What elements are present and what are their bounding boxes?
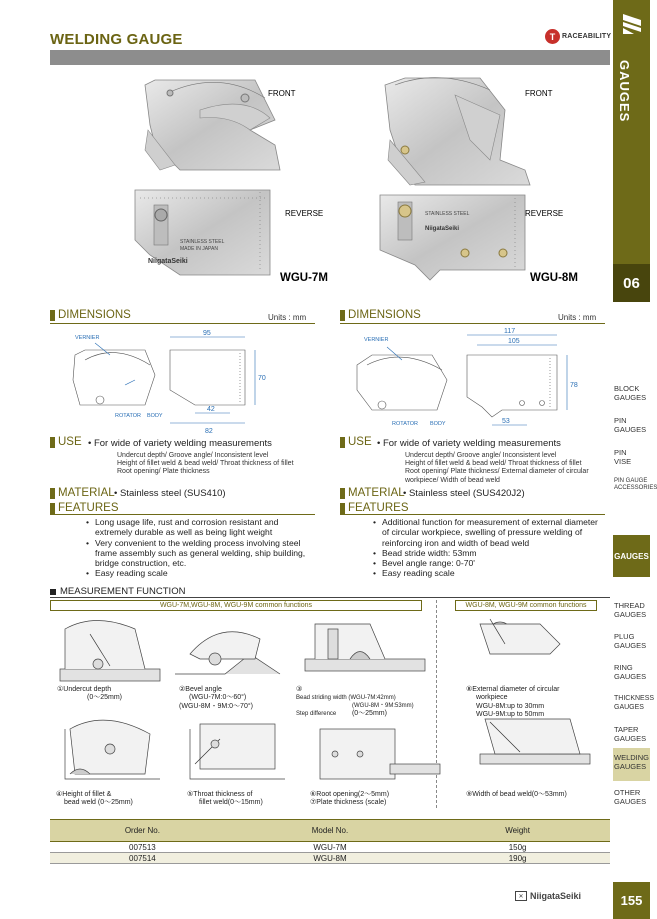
dimensions-heading-left: [50, 309, 131, 321]
table-row: [50, 842, 610, 853]
section-marker: [50, 503, 55, 514]
dim-vernier-right: VERNIER: [364, 337, 389, 343]
illustration-bead-width: [480, 719, 590, 764]
caption-line: bead weld (0～25mm): [64, 799, 133, 807]
section-marker: [340, 437, 345, 448]
caption-line: Step difference: [296, 711, 337, 717]
common-functions-label-2: WGU-8M, WGU-9M common functions: [455, 600, 597, 611]
caption-bead-striding: [296, 686, 414, 718]
divider: [50, 323, 315, 324]
caption-line: WGU-9M:up to 50mm: [476, 710, 545, 718]
sidebar-item-plug-gauges[interactable]: PLUG GAUGES: [614, 632, 647, 650]
caption-line: ④Height of fillet &: [56, 791, 112, 798]
dimensions-title-left: DIMENSIONS: [58, 309, 131, 321]
table-row: [50, 853, 610, 864]
measurement-heading: [50, 586, 185, 597]
divider: [340, 323, 605, 324]
dim-rotator-right: ROTATOR: [392, 421, 418, 427]
model-label-left: WGU-7M: [280, 272, 328, 284]
material-text-right: • Stainless steel (SUS420J2): [403, 488, 525, 499]
caption-line: ②Bevel angle: [179, 686, 222, 693]
engraving-steel-left: STAINLESS STEEL: [180, 239, 225, 245]
features-title-right: FEATURES: [348, 502, 409, 514]
features-title-left: FEATURES: [58, 502, 119, 514]
dim-w3-right: 53: [502, 418, 510, 425]
divider: [50, 597, 610, 598]
section-marker: [50, 310, 55, 321]
dim-w1-left: 95: [203, 330, 211, 337]
model-label-right: WGU-8M: [530, 272, 578, 284]
engraving-brand-right: NiigataSeiki: [425, 226, 460, 232]
features-list-left: [86, 517, 314, 579]
caption-line: WGU-8M:up to 30mm: [476, 702, 545, 710]
use-heading-right: [340, 436, 372, 448]
caption-line: fillet weld(0～15mm): [199, 799, 263, 807]
wgu8m-reverse: [380, 195, 525, 280]
feature-item: • Long usage life, rust and corrosion resistant and extremely durable as well as being light weight: [86, 517, 314, 538]
illustration-throat: [190, 724, 285, 779]
caption-line: (WGU-7M:0～60°): [189, 694, 247, 702]
section-marker: [340, 488, 345, 499]
sidebar-item-pin-vise[interactable]: PIN VISE: [614, 448, 632, 466]
material-heading-right: [340, 487, 405, 499]
use-heading-left: [50, 436, 82, 448]
dim-w1-right: 117: [504, 328, 516, 335]
cell-weight: 190g: [425, 853, 610, 864]
sidebar-item-thickness-gauges[interactable]: THICKNESS GAUGES: [614, 695, 655, 711]
dimensions-drawing-left: [55, 325, 320, 445]
caption-bead-width: [466, 791, 567, 799]
traceability-icon: T: [545, 29, 560, 44]
caption-root-opening: [310, 791, 389, 808]
illustration-bevel: [175, 632, 280, 674]
caption-line: ⑧External diameter of circular: [466, 686, 560, 693]
stripes-icon: [620, 12, 644, 36]
use-main-right: • For wide of variety welding measurements: [377, 438, 561, 449]
sidebar-item-block-gauges[interactable]: BLOCK GAUGES: [614, 384, 647, 402]
engraving-brand-left: NiigataSeiki: [148, 258, 188, 265]
material-title-right: MATERIAL: [348, 487, 405, 499]
sidebar-item-welding-gauges[interactable]: WELDING GAUGES: [613, 748, 650, 781]
front-label-left: FRONT: [268, 89, 296, 98]
illustration-external-diameter: [480, 619, 560, 654]
features-heading-right: [340, 502, 409, 514]
dim-body-right: BODY: [430, 421, 446, 427]
reverse-label-right: REVERSE: [525, 209, 564, 218]
dimensions-heading-right: [340, 309, 421, 321]
footer-brand: [515, 891, 581, 901]
dimensions-title-right: DIMENSIONS: [348, 309, 421, 321]
use-item: Root opening/ Plate thickness: [117, 468, 210, 476]
engraving-made-left: MADE IN JAPAN: [180, 246, 218, 252]
caption-line: (WGU-8M・9M:53mm): [352, 703, 414, 709]
caption-line: workpiece: [476, 694, 508, 702]
dim-vernier-left: VERNIER: [75, 335, 100, 341]
dim-body-left: BODY: [147, 413, 163, 419]
illustration-root-opening: [320, 729, 440, 779]
section-marker: [340, 503, 345, 514]
caption-line: (0～25mm): [351, 710, 387, 717]
cell-order: 007513: [50, 842, 235, 853]
features-list-right: [373, 517, 605, 579]
sidebar-item-thread-gauges[interactable]: THREAD GAUGES: [614, 601, 647, 619]
table-header-row: [50, 820, 610, 842]
illustration-fillet: [65, 720, 160, 779]
square-bullet-icon: [50, 589, 56, 595]
divider: [340, 514, 605, 515]
caption-line: ①Undercut depth: [57, 686, 112, 693]
caption-line: ⑦Plate thickness (scale): [310, 799, 387, 807]
caption-line: ⑨Width of bead weld(0～53mm): [466, 791, 567, 798]
sidebar-item-other-gauges[interactable]: OTHER GAUGES: [614, 788, 647, 806]
use-item: Undercut depth/ Groove angle/ Inconsistent level: [117, 452, 269, 459]
section-marker: [50, 437, 55, 448]
dim-w2-right: 105: [508, 338, 520, 345]
dim-h1-left: 70: [258, 375, 266, 382]
use-item: Undercut depth/ Groove angle/ Inconsistent level: [405, 452, 557, 459]
caption-undercut: [57, 686, 122, 703]
measurement-title: MEASUREMENT FUNCTION: [60, 586, 186, 597]
feature-item: • Bevel angle range: 0-70': [373, 558, 605, 568]
dim-h1-right: 78: [570, 382, 578, 389]
product-table: [50, 819, 610, 864]
sidebar-item-taper-gauges[interactable]: TAPER GAUGES: [614, 725, 647, 743]
page-title: WELDING GAUGE: [50, 31, 183, 48]
use-main-left: • For wide of variety welding measurements: [88, 438, 272, 449]
caption-line: ⑤Throat thickness of: [187, 791, 253, 798]
wgu8m-front: [385, 78, 530, 185]
caption-line: ③: [296, 686, 303, 693]
section-marker: [340, 310, 345, 321]
use-list-left: [117, 452, 294, 477]
dim-w2-left: 42: [207, 406, 215, 413]
feature-item: • Bead stride width: 53mm: [373, 548, 605, 558]
category-title: [613, 60, 650, 180]
use-list-right: [405, 452, 589, 485]
section-marker: [50, 488, 55, 499]
column-header-model: Model No.: [235, 820, 425, 842]
caption-fillet: [56, 791, 133, 808]
sidebar-item-ring-gauges[interactable]: RING GAUGES: [614, 663, 647, 681]
sidebar-item-pin-gauges[interactable]: PIN GAUGES: [614, 416, 647, 434]
sidebar-item-gauges[interactable]: GAUGES: [613, 535, 650, 577]
dim-rotator-left: ROTATOR: [115, 413, 141, 419]
traceability-text: RACEABILITY: [562, 33, 612, 40]
caption-line: (WGU-8M・9M:0～70°): [179, 702, 253, 710]
feature-item: • Very convenient to the welding process involving steel frame assembly such as general welding, ship building, bridge construction, etc.: [86, 538, 314, 569]
column-header-weight: Weight: [425, 820, 610, 842]
use-title-left: USE: [58, 436, 82, 448]
caption-line: ⑥Root opening(2～5mm): [310, 791, 390, 798]
wgu7m-front: [145, 80, 280, 170]
wgu7m-reverse: [135, 190, 270, 275]
footer-brand-text: NiigataSeiki: [530, 891, 582, 901]
cell-model: WGU-8M: [235, 853, 425, 864]
caption-line: Bead striding width (WGU-7M:42mm): [296, 695, 396, 701]
caption-external-diameter: [466, 686, 559, 719]
common-functions-label: WGU-7M,WGU-8M, WGU-9M common functions: [50, 600, 422, 611]
caption-throat: [187, 791, 263, 808]
use-item: Root opening/ Plate thickness/ External diameter of circular: [405, 468, 589, 476]
illustration-undercut: [60, 621, 160, 682]
features-heading-left: [50, 502, 119, 514]
use-item: workpiece/ Width of bead weld: [405, 476, 500, 484]
category-label: GAUGES: [616, 60, 632, 123]
caption-bevel: [179, 686, 253, 711]
dimensions-drawing-right: [342, 325, 607, 445]
cell-order: 007514: [50, 853, 235, 864]
divider: [50, 514, 315, 515]
title-bar: [50, 50, 610, 65]
cell-model: WGU-7M: [235, 842, 425, 853]
cell-weight: 150g: [425, 842, 610, 853]
brand-logo-icon: ✕: [515, 891, 527, 901]
sidebar-item-pin-gauge-accessories[interactable]: PIN GAUGE ACCESSORIES: [614, 478, 657, 491]
units-right: Units : mm: [558, 313, 597, 322]
use-item: Height of fillet weld & bead weld/ Throat thickness of fillet: [117, 460, 294, 468]
caption-line: (0～25mm): [87, 694, 123, 702]
feature-item: • Easy reading scale: [373, 568, 605, 578]
feature-item: • Additional function for measurement of external diameter of circular workpiece, swelling of pressure welding of reinforcing iron and width of bead weld: [373, 517, 605, 548]
column-header-order: Order No.: [50, 820, 235, 842]
feature-item: • Easy reading scale: [86, 568, 314, 578]
section-number: 06: [613, 264, 650, 302]
units-left: Units : mm: [268, 313, 307, 322]
traceability-logo: [545, 29, 611, 44]
page-number: 155: [613, 882, 650, 919]
use-title-right: USE: [348, 436, 372, 448]
front-label-right: FRONT: [525, 89, 553, 98]
material-text-left: • Stainless steel (SUS410): [114, 488, 226, 499]
product-illustration: [60, 70, 610, 300]
use-item: Height of fillet weld & bead weld/ Throat thickness of fillet: [405, 460, 582, 468]
illustration-bead-striding: [305, 624, 425, 671]
engraving-steel-right: STAINLESS STEEL: [425, 211, 470, 217]
material-title-left: MATERIAL: [58, 487, 115, 499]
material-heading-left: [50, 487, 115, 499]
reverse-label-left: REVERSE: [285, 209, 324, 218]
dim-w3-left: 82: [205, 428, 213, 435]
